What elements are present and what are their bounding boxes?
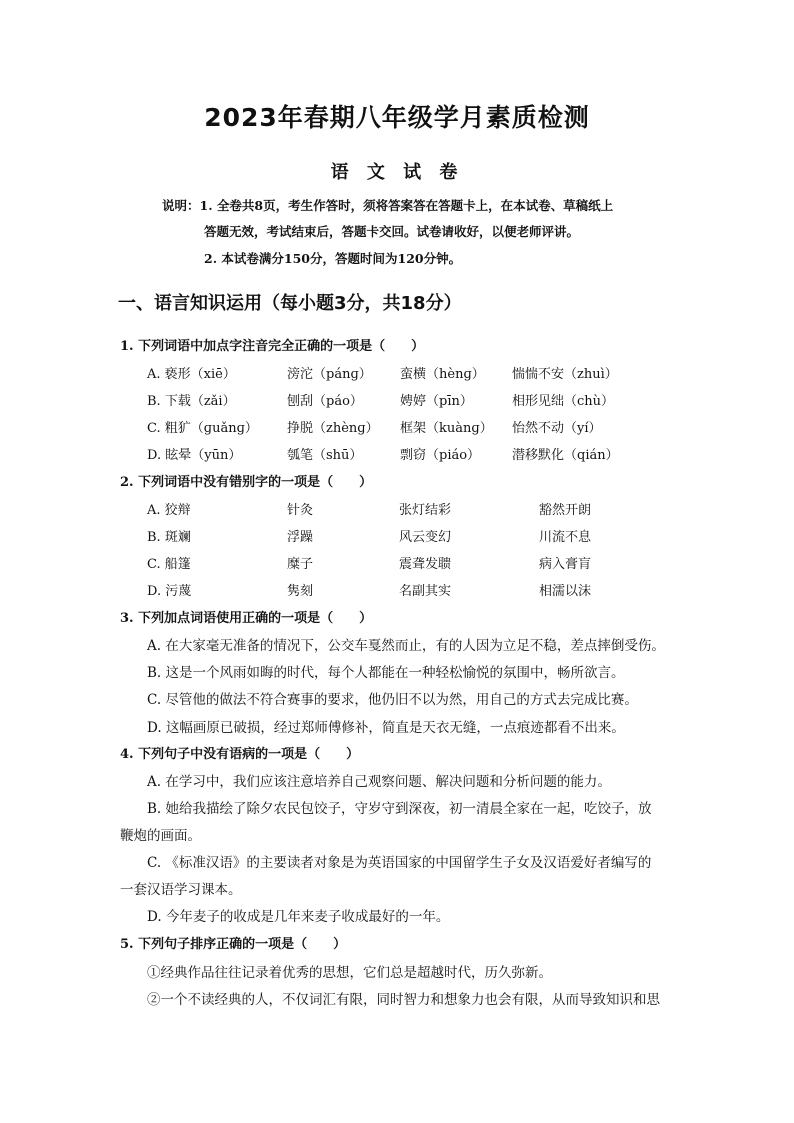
q1-a-1: A. 亵形（xiē） — [147, 367, 236, 382]
q3-option-a: A. 在大家毫无准备的情况下，公交车戛然而止，有的人因为立足不稳，差点摔倒受伤。 — [147, 638, 665, 654]
q2-a-2: 针灸 — [287, 503, 314, 518]
q2-a-1: A. 狡辩 — [147, 503, 191, 518]
exam-subtitle: 语 文 试 卷 — [330, 162, 464, 183]
instructions-line-3: 2. 本试卷满分150分，答题时间为120分钟。 — [204, 251, 462, 266]
q2-a-3: 张灯结彩 — [399, 503, 452, 518]
q1-d-2: 瓠笔（shū） — [287, 448, 363, 463]
q4-option-d: D. 今年麦子的收成是几年来麦子收成最好的一年。 — [147, 909, 450, 925]
q2-c-4: 病入膏肓 — [539, 557, 592, 572]
q1-a-3: 蛮横（hènɡ） — [400, 367, 485, 382]
q2-row-a — [147, 499, 667, 517]
q2-c-2: 糜子 — [287, 557, 314, 572]
q2-c-1: C. 船篷 — [147, 557, 191, 572]
q2-d-3: 名副其实 — [399, 584, 452, 599]
q1-row-c — [147, 417, 667, 435]
question-5-stem: 5. 下列句子排序正确的一项是（ ） — [120, 937, 347, 952]
q1-row-d — [147, 444, 667, 462]
q3-option-c: C. 尽管他的做法不符合赛事的要求，他仍旧不以为然，用自己的方式去完成比赛。 — [147, 692, 638, 708]
section-heading: 一、语言知识运用（每小题3分，共18分） — [118, 293, 462, 314]
q1-c-4: 怡然不动（yí） — [512, 421, 602, 436]
q1-row-b — [147, 390, 667, 408]
q2-d-2: 隽刻 — [287, 584, 314, 599]
q1-a-2: 滂沱（pánɡ） — [287, 367, 372, 382]
q5-sentence-2: ②一个不读经典的人，不仅词汇有限，同时智力和想象力也会有限，从而导致知识和思 — [147, 992, 660, 1008]
q2-row-b — [147, 526, 667, 544]
q4-option-b-line2: 鞭炮的画面。 — [120, 828, 201, 844]
q1-d-1: D. 眩晕（yūn） — [147, 448, 242, 463]
q2-b-4: 川流不息 — [539, 530, 592, 545]
q2-b-3: 风云变幻 — [399, 530, 452, 545]
q4-option-c-line1: C. 《标准汉语》的主要读者对象是为英语国家的中国留学生子女及汉语爱好者编写的 — [147, 855, 652, 871]
q2-b-1: B. 斑斓 — [147, 530, 191, 545]
q2-a-4: 豁然开朗 — [539, 503, 592, 518]
q1-a-4: 惴惴不安（zhuì） — [512, 367, 618, 382]
q1-c-2: 挣脱（zhènɡ） — [287, 421, 379, 436]
question-3-stem: 3. 下列加点词语使用正确的一项是（ ） — [120, 611, 373, 626]
q4-option-c-line2: 一套汉语学习课本。 — [120, 882, 242, 898]
q5-sentence-1: ①经典作品往往记录着优秀的思想，它们总是超越时代，历久弥新。 — [147, 965, 552, 981]
exam-title: 2023年春期八年级学月素质检测 — [204, 103, 590, 132]
q1-b-3: 娉婷（pīn） — [400, 394, 473, 409]
q3-option-d: D. 这幅画原已破损，经过郑师傅修补，简直是天衣无缝，一点痕迹都看不出来。 — [147, 720, 625, 736]
q2-row-d — [147, 580, 667, 598]
q1-c-3: 框架（kuànɡ） — [400, 421, 493, 436]
question-1-stem: 1. 下列词语中加点字注音完全正确的一项是（ ） — [120, 339, 425, 354]
q4-option-a: A. 在学习中，我们应该注意培养自己观察问题、解决问题和分析问题的能力。 — [147, 774, 611, 790]
q1-b-1: B. 下载（zǎi） — [147, 394, 236, 409]
q3-option-b: B. 这是一个风雨如晦的时代，每个人都能在一种轻松愉悦的氛围中，畅所欲言。 — [147, 665, 625, 681]
q1-c-1: C. 粗犷（ɡuǎnɡ） — [147, 421, 258, 436]
question-2-stem: 2. 下列词语中没有错别字的一项是（ ） — [120, 475, 373, 490]
q2-b-2: 浮躁 — [287, 530, 314, 545]
q1-row-a — [147, 363, 667, 381]
q1-b-2: 刨刮（páo） — [287, 394, 363, 409]
q2-row-c — [147, 553, 667, 571]
q1-b-4: 相形见绌（chù） — [512, 394, 615, 409]
q2-d-1: D. 污蔑 — [147, 584, 192, 599]
instructions-line-1: 说明：1. 全卷共8页，考生作答时，须将答案答在答题卡上，在本试卷、草稿纸上 — [162, 198, 614, 213]
q1-d-3: 剽窃（piáo） — [400, 448, 481, 463]
q1-d-4: 潜移默化（qián） — [512, 448, 619, 463]
q2-d-4: 相濡以沫 — [539, 584, 592, 599]
question-4-stem: 4. 下列句子中没有语病的一项是（ ） — [120, 747, 360, 762]
q4-option-b-line1: B. 她给我描绘了除夕农民包饺子，守岁守到深夜，初一清晨全家在一起，吃饺子，放 — [147, 801, 652, 817]
instructions-line-2: 答题无效，考试结束后，答题卡交回。试卷请收好，以便老师评讲。 — [204, 224, 580, 239]
q2-c-3: 震聋发聩 — [399, 557, 452, 572]
